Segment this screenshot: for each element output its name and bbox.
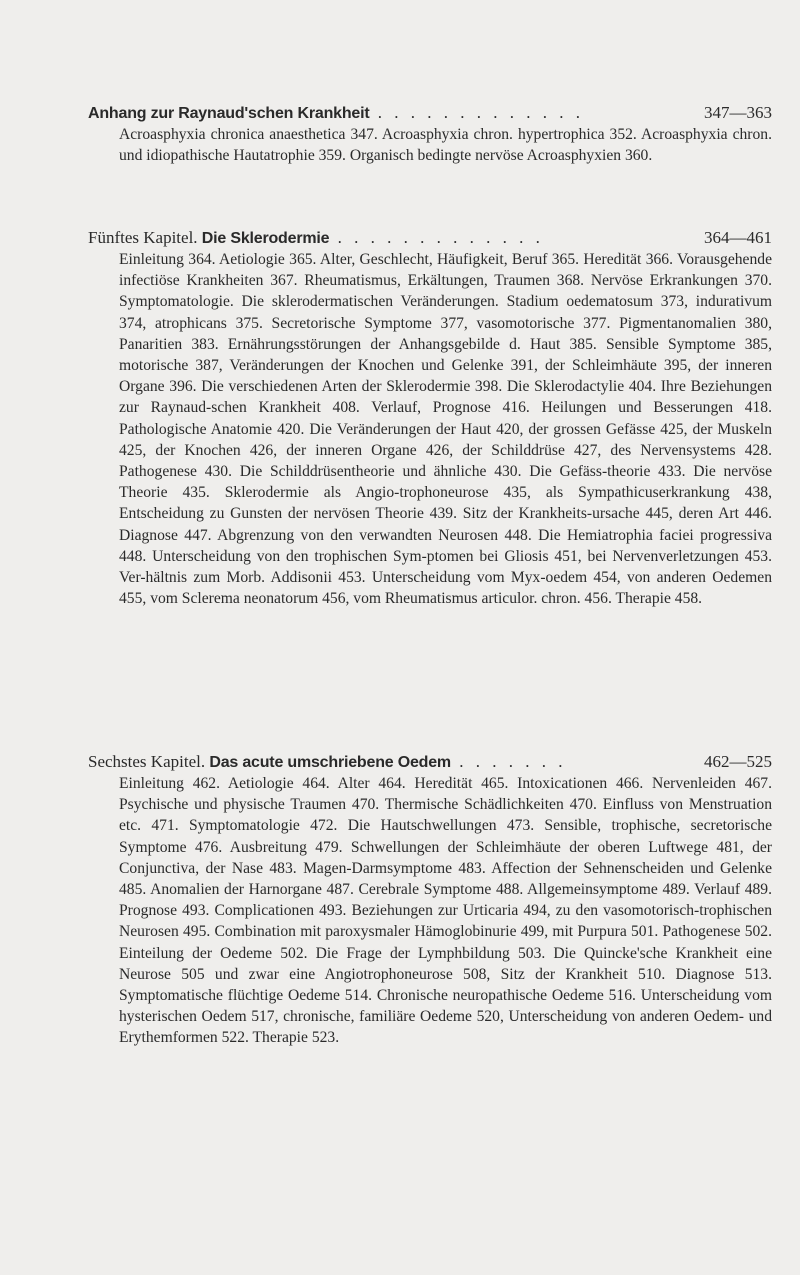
page-range: 462—525 xyxy=(700,751,772,773)
toc-entry-chapter-6 xyxy=(88,751,772,1049)
entry-title: Die Sklerodermie xyxy=(201,230,330,247)
entry-heading xyxy=(88,751,772,773)
leader-dots: . . . . . . . . . . . . . xyxy=(337,228,544,247)
chapter-label: Sechstes Kapitel. xyxy=(88,752,206,771)
toc-entry-chapter-5 xyxy=(88,227,772,609)
entry-heading xyxy=(88,102,772,124)
toc-entry-raynaud-appendix xyxy=(88,102,772,166)
entry-title: Das acute umschriebene Oedem xyxy=(209,754,451,771)
page-range: 347—363 xyxy=(700,102,772,124)
entry-contents: Einleitung 462. Aetiologie 464. Alter 464. Heredität 465. Intoxicationen 466. Nervenleiden 467. Psychische und physische Traumen 470. Thermische Schädlichkeiten 470. Einfluss von Menstruation etc. 471. Symptomatologie 472. Die Hautschwellungen 473. Sensible, trophische, secretorische Symptome 476. Ausbreitung 479. Schwellungen der Schleimhäute der oberen Luftwege 481, der Conjunctiva, der Nase 483. Magen-Darmsymptome 483. Affection der Sehnenscheiden und Gelenke 485. Anomalien der Harnorgane 487. Cerebrale Symptome 488. Allgemeinsymptome 489. Verlauf 489. Prognose 493. Complicationen 493. Beziehungen zur Urticaria 494, zu den vasomotorisch-trophischen Neurosen 495. Combination mit paroxysmaler Hämoglobinurie 499, mit Purpura 501. Pathogenese 502. Einteilung der Oedeme 502. Die Frage der Lymphbildung 503. Die Quincke'sche Krankheit eine Neurose 505 und zwar eine Angiotrophoneurose 508, Sitz der Krankheit 510. Diagnose 513. Symptomatische flüchtige Oedeme 514. Chronische neuropathische Oedeme 516. Unterscheidung vom hysterischen Oedem 517, chronische, familiäre Oedeme 520, Unterscheidung von anderen Oedem- und Erythemformen 522. Therapie 523. xyxy=(119,775,772,1047)
entry-contents: Einleitung 364. Aetiologie 365. Alter, Geschlecht, Häufigkeit, Beruf 365. Heredität 366. Vorausgehende infectiöse Krankheiten 367. Rheumatismus, Erkältungen, Traumen 368. Nervöse Erkrankungen 370. Symptomatologie. Die sklerodermatischen Veränderungen. Stadium oedematosum 373, indurativum 374, atrophicans 375. Secretorische Symptome 377, vasomotorische 377. Pigmentanomalien 380, Panaritien 383. Ernährungsstörungen der Anhangsgebilde d. Haut 385. Sensible Symptome 385, motorische 387, Veränderungen der Knochen und Gelenke 391, der Schleimhäute 395, der inneren Organe 396. Die verschiedenen Arten der Sklerodermie 398. Die Sklerodactylie 404. Ihre Beziehungen zur Raynaud-schen Krankheit 408. Verlauf, Prognose 416. Heilungen und Besserungen 418. Pathologische Anatomie 420. Die Veränderungen der Haut 420, der grossen Gefässe 425, der Muskeln 425, der Knochen 426, der inneren Organe 426, der Schilddrüse 427, des Nervensystems 428. Pathogenese 430. Die Schilddrüsentheorie und ähnliche 430. Die Gefäss-theorie 433. Die nervöse Theorie 435. Sklerodermie als Angio-trophoneurose 435, als Sympathicuserkrankung 438, Entscheidung zu Gunsten der nervösen Theorie 439. Sitz der Krankheits-ursache 445, deren Art 446. Diagnose 447. Abgrenzung von den verwandten Neurosen 448. Die Hemiatrophia faciei progressiva 448. Unterscheidung von den trophischen Sym-ptomen bei Gliosis 451, bei Nervenverletzungen 453. Ver-hältnis zum Morb. Addisonii 453. Unterscheidung vom Myx-oedem 454, von anderen Oedemen 455, vom Sclerema neonatorum 456, vom Rheumatismus articulor. chron. 456. Therapie 458. xyxy=(119,251,772,608)
entry-heading xyxy=(88,227,772,249)
page-range: 364—461 xyxy=(700,227,772,249)
entry-title: Anhang zur Raynaud'schen Krankheit xyxy=(88,105,370,122)
chapter-label: Fünftes Kapitel. xyxy=(88,228,198,247)
entry-contents: Acroasphyxia chronica anaesthetica 347. Acroasphyxia chron. hypertrophica 352. Acroasphyxia chron. und idiopathische Hautatrophie 359. Organisch bedingte nervöse Acroasphyxien 360. xyxy=(119,126,772,165)
leader-dots: . . . . . . . . . . . . . xyxy=(377,103,584,122)
leader-dots: . . . . . . . xyxy=(459,752,567,771)
